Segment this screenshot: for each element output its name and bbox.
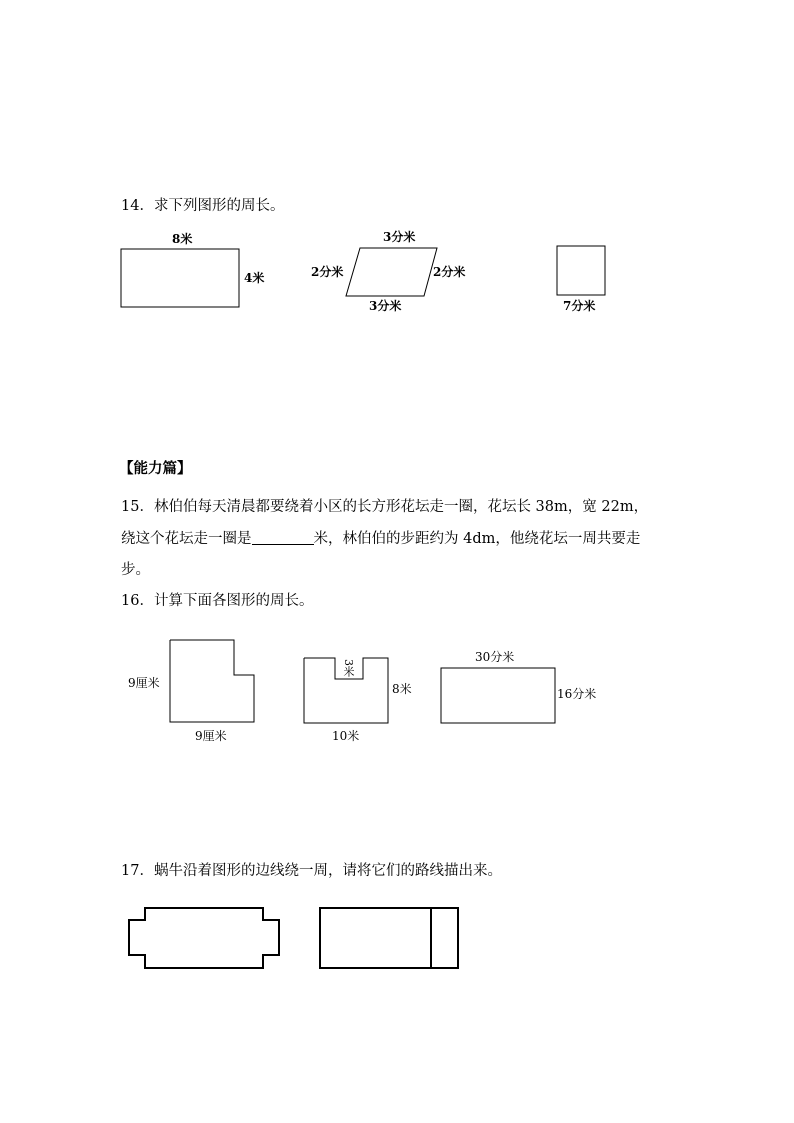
q15-line1: 15．林伯伯每天清晨都要绕着小区的长方形花坛走一圈，花坛长 38m，宽 22m， bbox=[121, 499, 649, 515]
q14-para-top-label: 3分米 bbox=[383, 230, 416, 244]
q15-line2-part-b: 米，林伯伯的步距约为 4dm，他绕花坛一周共要走 bbox=[313, 531, 641, 547]
q14-rect-right-label: 4米 bbox=[244, 271, 265, 285]
q14-square-bottom-label: 7分米 bbox=[563, 299, 596, 313]
q17-title: 17．蜗牛沿着图形的边线绕一周，请将它们的路线描出来。 bbox=[121, 863, 502, 879]
q14-rect-top-label: 8米 bbox=[172, 232, 193, 246]
q15-line2-part-a: 绕这个花坛走一圈是 bbox=[121, 531, 252, 547]
q14-para-left-label: 2分米 bbox=[311, 265, 344, 279]
q16-title: 16．计算下面各图形的周长。 bbox=[121, 593, 314, 609]
q14-para-right-label: 2分米 bbox=[433, 265, 466, 279]
q16-fig3-right-label: 16分米 bbox=[557, 687, 597, 701]
q16-fig2-notch-label: 3米 bbox=[342, 659, 355, 677]
q16-fig1-left-label: 9厘米 bbox=[128, 676, 160, 690]
q16-fig2-right-label: 8米 bbox=[392, 682, 412, 696]
q16-fig3-top-label: 30分米 bbox=[475, 650, 515, 664]
q15-line3: 步。 bbox=[121, 562, 150, 578]
section-title: 【能力篇】 bbox=[119, 460, 192, 477]
q16-fig2-bottom-label: 10米 bbox=[332, 729, 360, 743]
q14-para-bottom-label: 3分米 bbox=[369, 299, 402, 313]
q16-fig1-bottom-label: 9厘米 bbox=[195, 729, 227, 743]
q14-title: 14．求下列图形的周长。 bbox=[121, 198, 285, 214]
